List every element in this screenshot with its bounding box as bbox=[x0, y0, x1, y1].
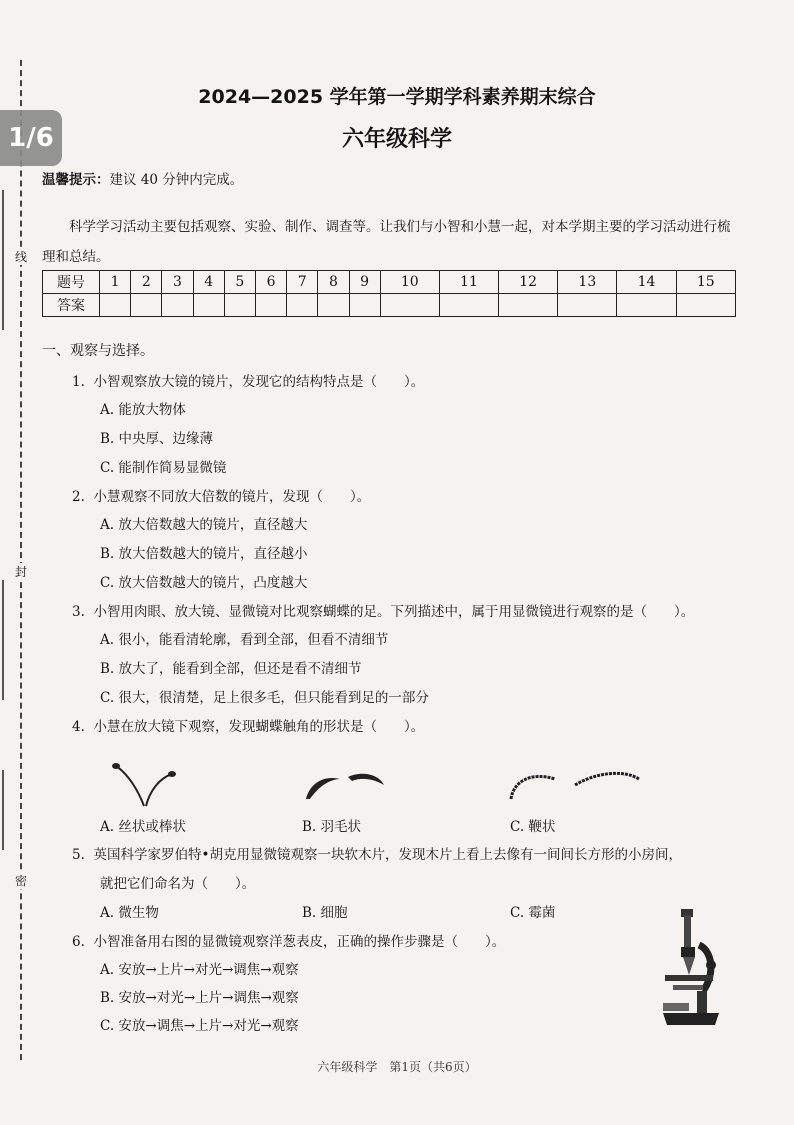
answer-cell[interactable] bbox=[131, 294, 162, 317]
option-5a: A. 微生物 bbox=[100, 905, 159, 921]
answer-table-answer-label: 答案 bbox=[43, 294, 100, 317]
question-number-cell: 11 bbox=[439, 271, 498, 294]
question-text: 小智准备用右图的显微镜观察洋葱表皮，正确的操作步骤是（ ）。 bbox=[93, 934, 506, 950]
question-text: 小慧在放大镜下观察，发现蝴蝶触角的形状是（ ）。 bbox=[93, 719, 425, 735]
answer-table-number-row bbox=[43, 271, 736, 294]
question-number: 2. bbox=[72, 489, 85, 505]
answer-table-header-label: 题号 bbox=[43, 271, 100, 294]
exam-title: 2024—2025 学年第一学期学科素养期末综合 bbox=[198, 86, 596, 108]
question-number-cell: 15 bbox=[676, 271, 735, 294]
binding-dashed-line bbox=[20, 60, 22, 1060]
question-6 bbox=[72, 930, 505, 950]
answer-cell[interactable] bbox=[193, 294, 224, 317]
edge-scan-mark bbox=[2, 580, 4, 700]
page-footer: 六年级科学 第1页（共6页） bbox=[317, 1060, 477, 1074]
whip-antenna-image bbox=[505, 765, 645, 805]
option-2c: C. 放大倍数越大的镜片，凸度越大 bbox=[100, 575, 308, 591]
option-5c: C. 霉菌 bbox=[510, 905, 556, 921]
option-6b: B. 安放→对光→上片→调焦→观察 bbox=[100, 990, 299, 1006]
question-number: 6. bbox=[72, 934, 85, 950]
question-1 bbox=[72, 370, 424, 390]
question-number: 1. bbox=[72, 374, 85, 390]
answer-cell[interactable] bbox=[224, 294, 255, 317]
option-1a: A. 能放大物体 bbox=[100, 402, 186, 418]
question-number-cell: 4 bbox=[193, 271, 224, 294]
answer-cell[interactable] bbox=[676, 294, 735, 317]
question-number-cell: 10 bbox=[380, 271, 439, 294]
binding-char-feng: 封 bbox=[12, 563, 30, 580]
answer-cell[interactable] bbox=[162, 294, 193, 317]
answer-cell[interactable] bbox=[380, 294, 439, 317]
edge-scan-mark bbox=[2, 190, 4, 330]
option-4b: B. 羽毛状 bbox=[302, 819, 362, 835]
option-6c: C. 安放→调焦→上片→对光→观察 bbox=[100, 1018, 299, 1034]
answer-table-answer-row bbox=[43, 294, 736, 317]
answer-cell[interactable] bbox=[255, 294, 286, 317]
answer-cell[interactable] bbox=[287, 294, 318, 317]
answer-cell[interactable] bbox=[617, 294, 676, 317]
option-1c: C. 能制作简易显微镜 bbox=[100, 460, 227, 476]
question-number: 5. bbox=[72, 847, 85, 863]
binding-char-xian: 线 bbox=[12, 248, 30, 265]
question-2 bbox=[72, 485, 370, 505]
section-heading: 一、观察与选择。 bbox=[42, 343, 154, 359]
option-3b: B. 放大了，能看到全部，但还是看不清细节 bbox=[100, 661, 362, 677]
option-4a: A. 丝状或棒状 bbox=[100, 819, 186, 835]
exam-subject: 六年级科学 bbox=[341, 127, 452, 152]
intro-paragraph: 科学学习活动主要包括观察、实验、制作、调查等。让我们与小智和小慧一起，对本学期主要的学习活动进行梳理和总结。 bbox=[42, 219, 731, 265]
question-number: 4. bbox=[72, 719, 85, 735]
question-text: 小智观察放大镜的镜片，发现它的结构特点是（ ）。 bbox=[93, 374, 425, 390]
feathery-antenna-image bbox=[300, 765, 390, 805]
question-number-cell: 1 bbox=[100, 271, 131, 294]
tip-text: 建议 40 分钟内完成。 bbox=[109, 172, 244, 188]
option-4c: C. 鞭状 bbox=[510, 819, 556, 835]
option-6a: A. 安放→上片→对光→调焦→观察 bbox=[100, 962, 299, 978]
question-number-cell: 8 bbox=[318, 271, 349, 294]
option-2a: A. 放大倍数越大的镜片，直径越大 bbox=[100, 517, 308, 533]
question-number-cell: 9 bbox=[349, 271, 380, 294]
answer-cell[interactable] bbox=[558, 294, 617, 317]
option-1b: B. 中央厚、边缘薄 bbox=[100, 431, 214, 447]
question-5-continuation: 就把它们命名为（ ）。 bbox=[100, 876, 256, 892]
option-3a: A. 很小，能看清轮廓，看到全部，但看不清细节 bbox=[100, 632, 389, 648]
tip-label: 温馨提示： bbox=[42, 172, 110, 188]
option-3c: C. 很大，很清楚，足上很多毛，但只能看到足的一部分 bbox=[100, 690, 429, 706]
question-3 bbox=[72, 600, 694, 620]
question-number-cell: 13 bbox=[558, 271, 617, 294]
question-4 bbox=[72, 715, 424, 735]
question-number: 3. bbox=[72, 604, 85, 620]
question-text: 小慧观察不同放大倍数的镜片，发现（ ）。 bbox=[93, 489, 371, 505]
page-indicator-badge[interactable]: 1/6 bbox=[0, 110, 62, 166]
edge-scan-mark bbox=[2, 770, 4, 850]
question-text: 小智用肉眼、放大镜、显微镜对比观察蝴蝶的足。下列描述中，属于用显微镜进行观察的是（ ）。 bbox=[93, 604, 695, 620]
binding-char-mi: 密 bbox=[12, 872, 30, 889]
tip-line bbox=[42, 168, 243, 188]
question-number-cell: 3 bbox=[162, 271, 193, 294]
answer-cell[interactable] bbox=[499, 294, 558, 317]
question-number-cell: 7 bbox=[287, 271, 318, 294]
answer-cell[interactable] bbox=[100, 294, 131, 317]
answer-cell[interactable] bbox=[349, 294, 380, 317]
question-number-cell: 2 bbox=[131, 271, 162, 294]
question-number-cell: 6 bbox=[255, 271, 286, 294]
answer-cell[interactable] bbox=[439, 294, 498, 317]
question-number-cell: 12 bbox=[499, 271, 558, 294]
question-text: 英国科学家罗伯特•胡克用显微镜观察一块软木片，发现木片上看上去像有一间间长方形的小房间， bbox=[93, 847, 682, 863]
microscope-image bbox=[655, 905, 725, 1030]
question-number-cell: 14 bbox=[617, 271, 676, 294]
question-5 bbox=[72, 843, 682, 863]
answer-table bbox=[42, 270, 736, 317]
option-5b: B. 细胞 bbox=[302, 905, 348, 921]
option-2b: B. 放大倍数越大的镜片，直径越小 bbox=[100, 546, 308, 562]
question-number-cell: 5 bbox=[224, 271, 255, 294]
answer-cell[interactable] bbox=[318, 294, 349, 317]
filiform-antenna-image bbox=[108, 760, 178, 810]
